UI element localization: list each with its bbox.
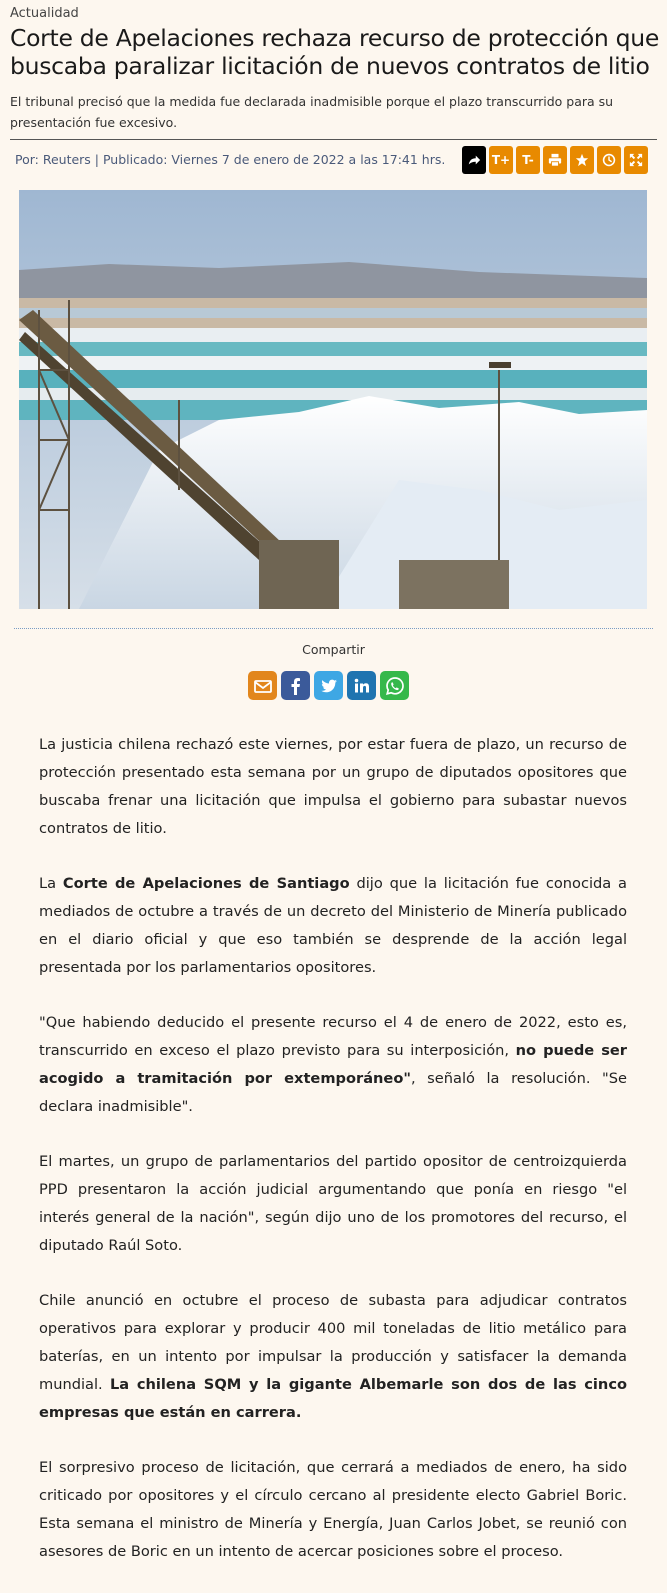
- article-paragraph: La justicia chilena rechazó este viernes, por estar fuera de plazo, un recurso de protección presentado esta semana por un grupo de diputados opositores que buscaba frenar una licitación que impulsa el gobierno para subastar nuevos contratos de litio.: [39, 736, 627, 837]
- article-paragraph: [39, 1287, 627, 1427]
- fullscreen-button[interactable]: [624, 146, 648, 174]
- article-paragraph: [39, 870, 627, 982]
- section-label[interactable]: Actualidad: [10, 6, 79, 21]
- article-body: [39, 731, 627, 1593]
- bold-text: La chilena SQM y la gigante Albemarle son dos de las cinco empresas que están en carrera.: [39, 1376, 627, 1421]
- share-whatsapp-button[interactable]: [380, 671, 409, 700]
- read-later-button[interactable]: [597, 146, 621, 174]
- headline: Corte de Apelaciones rechaza recurso de protección que buscaba paralizar licitación de nuevos contratos de litio: [10, 24, 660, 80]
- text-span: dijo que la licitación fue conocida a mediados de octubre a través de un decreto del Ministerio de Minería publicado en el diario oficial y que eso también se desprende de la acción legal presentada por los parlamentarios opositores.: [39, 875, 627, 976]
- print-button[interactable]: [543, 146, 567, 174]
- text-span: , señaló la resolución. "Se declara inadmisible".: [39, 1070, 627, 1115]
- divider: [10, 139, 657, 140]
- share-linkedin-button[interactable]: [347, 671, 376, 700]
- dotted-divider: [14, 628, 653, 629]
- font-increase-button[interactable]: T+: [489, 146, 513, 174]
- share-twitter-button[interactable]: [314, 671, 343, 700]
- facebook-icon: [286, 676, 306, 696]
- share-arrow-button[interactable]: [462, 146, 486, 174]
- share-facebook-button[interactable]: [281, 671, 310, 700]
- bold-text: Corte de Apelaciones de Santiago: [62, 875, 350, 892]
- byline: Por: Reuters | Publicado: Viernes 7 de enero de 2022 a las 17:41 hrs.: [15, 152, 446, 167]
- twitter-icon: [319, 676, 339, 696]
- linkedin-icon: [352, 676, 372, 696]
- share-label: Compartir: [302, 642, 365, 657]
- article-toolbar: [462, 146, 648, 174]
- expand-icon: [629, 153, 643, 167]
- print-icon: [548, 153, 562, 167]
- article-paragraph: [39, 1009, 627, 1121]
- share-email-button[interactable]: [248, 671, 277, 700]
- share-arrow-icon: [467, 153, 481, 167]
- bold-text: no puede ser acogido a tramitación por extemporáneo": [39, 1042, 627, 1087]
- clock-icon: [602, 153, 616, 167]
- favorite-button[interactable]: [570, 146, 594, 174]
- email-icon: [253, 676, 273, 696]
- text-span: La: [39, 875, 63, 892]
- subtitle: El tribunal precisó que la medida fue declarada inadmisible porque el plazo transcurrido para su presentación fue excesivo.: [10, 94, 614, 130]
- text-span: "Que habiendo deducido el presente recurso el 4 de enero de 2022, esto es, transcurrido en exceso el plazo previsto para su interposición,: [39, 1014, 627, 1059]
- article-paragraph: El martes, un grupo de parlamentarios del partido opositor de centroizquierda PPD presentaron la acción judicial argumentando que ponía en riesgo "el interés general de la nación", según dijo uno de los promotores del recurso, el diputado Raúl Soto.: [39, 1153, 627, 1254]
- whatsapp-icon: [385, 676, 405, 696]
- article-paragraph: El sorpresivo proceso de licitación, que cerrará a mediados de enero, ha sido criticado por opositores y el círculo cercano al presidente electo Gabriel Boric. Esta semana el ministro de Minería y Energía, Juan Carlos Jobet, se reunió con asesores de Boric en un intento de acercar posiciones sobre el proceso.: [39, 1459, 627, 1560]
- article-photo: [19, 190, 647, 609]
- star-icon: [575, 153, 589, 167]
- text-span: Chile anunció en octubre el proceso de subasta para adjudicar contratos operativos para explorar y producir 400 mil toneladas de litio metálico para baterías, en un intento por impulsar la producción y satisfacer la demanda mundial.: [39, 1292, 627, 1393]
- font-decrease-button[interactable]: T-: [516, 146, 540, 174]
- share-bar: [248, 671, 409, 700]
